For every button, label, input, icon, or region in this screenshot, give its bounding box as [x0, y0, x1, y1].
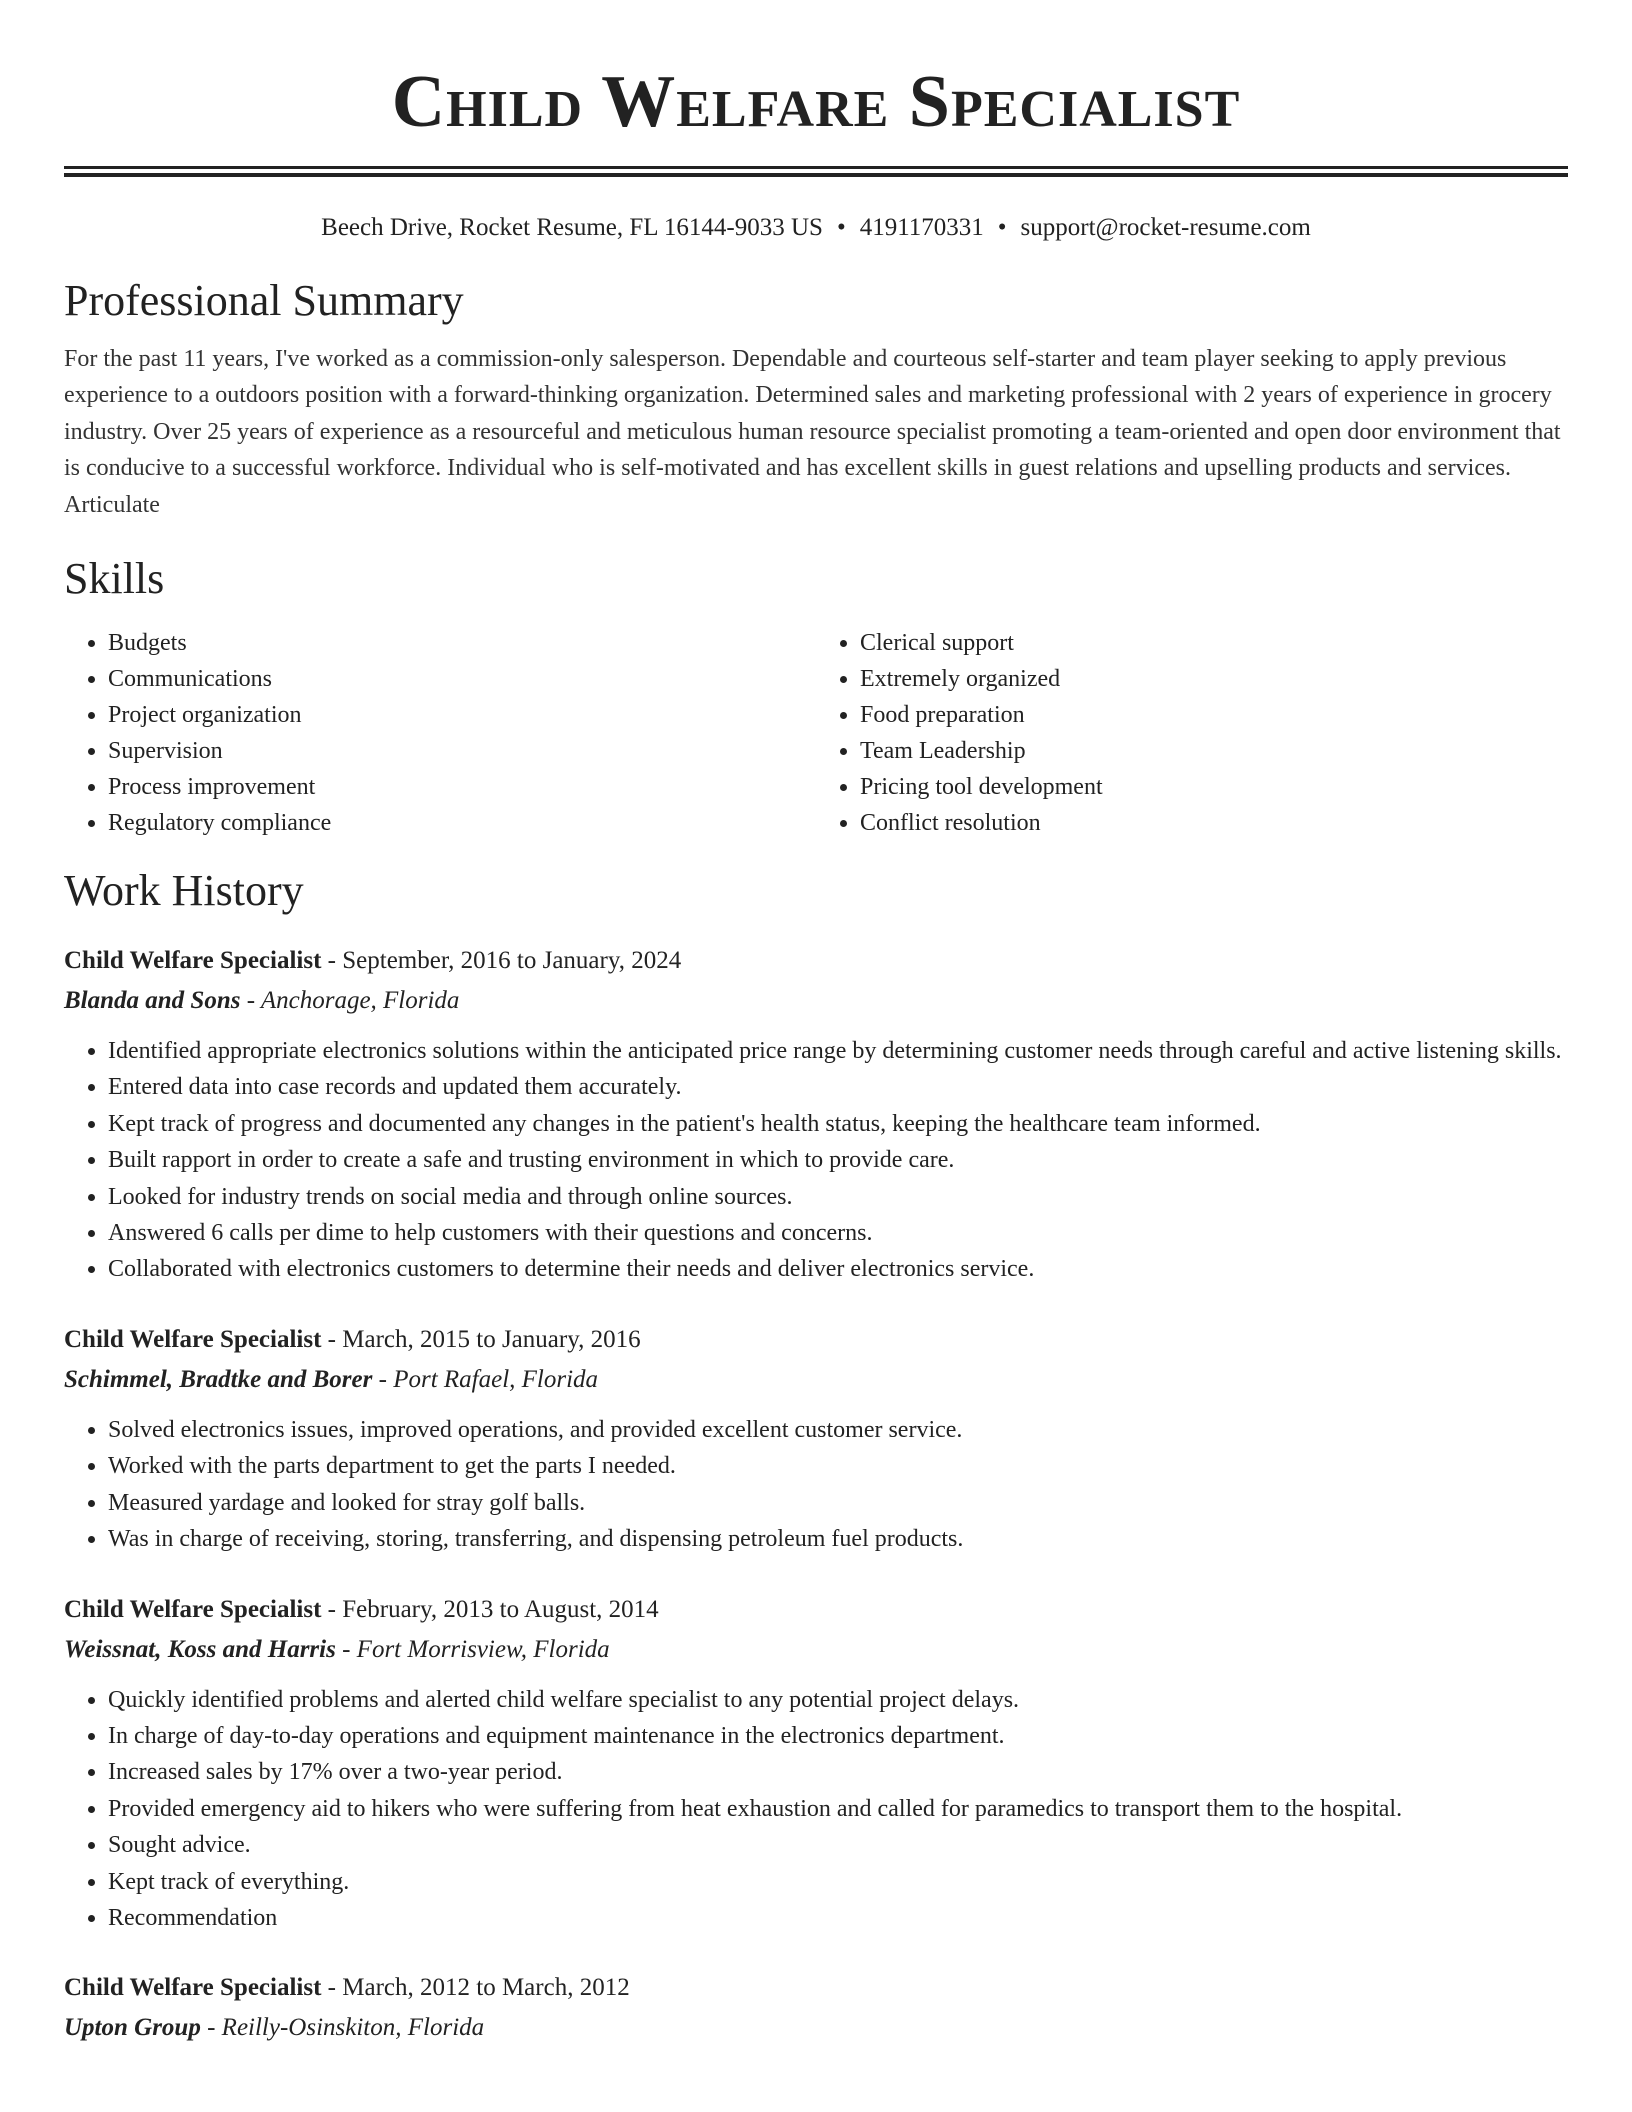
- skill-item: • Process improvement: [108, 769, 816, 805]
- job-company: Schimmel, Bradtke and Borer: [64, 1365, 373, 1393]
- contact-address: Beech Drive, Rocket Resume, FL 16144-9033 US: [321, 214, 823, 241]
- job-separator: -: [321, 1325, 343, 1353]
- job-dates: March, 2015 to January, 2016: [342, 1325, 641, 1353]
- summary-text: For the past 11 years, I've worked as a commission-only salesperson. Dependable and courteous self-starter and team player seeking to apply previous experience to a outdoors position with a forward-thinking organization. Determined sales and marketing professional with 2 years of experience in grocery industry. Over 25 years of experience as a resourceful and meticulous human resource specialist promoting a team-oriented and open door environment that is conducive to a successful workforce. Individual who is self-motivated and has excellent skills in guest relations and upselling products and services. Articulate: [64, 346, 1561, 518]
- job-heading: [64, 1590, 1568, 1630]
- job-separator: -: [321, 1974, 343, 2002]
- job-bullet-list: [64, 1033, 1568, 1288]
- job-bullet-list: [64, 1682, 1568, 1937]
- job-bullet: • Worked with the parts department to get the parts I needed.: [108, 1448, 1568, 1484]
- skill-item: • Conflict resolution: [860, 805, 1568, 841]
- job-company: Upton Group: [64, 2014, 201, 2042]
- contact-email: support@rocket-resume.com: [1020, 214, 1311, 241]
- job-bullet-list: [64, 1412, 1568, 1558]
- job-company: Blanda and Sons: [64, 987, 241, 1015]
- job-bullet: • In charge of day-to-day operations and equipment maintenance in the electronics department.: [108, 1718, 1568, 1754]
- job-entry: [64, 1320, 1568, 1558]
- contact-line: [64, 213, 1568, 243]
- job-bullet: • Identified appropriate electronics solutions within the anticipated price range by determining customer needs through careful and active listening skills.: [108, 1033, 1568, 1069]
- job-dates: February, 2013 to August, 2014: [342, 1595, 659, 1623]
- skill-item: • Clerical support: [860, 625, 1568, 661]
- skill-item: • Communications: [108, 661, 816, 697]
- job-bullet: • Answered 6 calls per dime to help customers with their questions and concerns.: [108, 1215, 1568, 1251]
- job-separator: -: [200, 2014, 222, 2042]
- skill-item: • Extremely organized: [860, 661, 1568, 697]
- title-double-rule: [64, 166, 1568, 177]
- job-bullet: • Built rapport in order to create a safe and trusting environment in which to provide care.: [108, 1142, 1568, 1178]
- job-location: Fort Morrisview, Florida: [356, 1635, 610, 1663]
- job-location: Port Rafael, Florida: [393, 1365, 599, 1393]
- job-bullet: • Kept track of everything.: [108, 1864, 1568, 1900]
- job-separator: -: [240, 987, 261, 1015]
- job-entry: [64, 1590, 1568, 1937]
- job-separator: -: [335, 1635, 357, 1663]
- skills-heading: Skills: [64, 554, 165, 604]
- job-bullet: • Solved electronics issues, improved operations, and provided excellent customer service.: [108, 1412, 1568, 1448]
- job-bullet: • Looked for industry trends on social media and through online sources.: [108, 1179, 1568, 1215]
- job-separator: -: [321, 947, 343, 975]
- job-bullet: • Collaborated with electronics customers to determine their needs and deliver electronics service.: [108, 1251, 1568, 1287]
- job-employer: [64, 981, 1568, 1021]
- job-entry: [64, 941, 1568, 1288]
- job-dates: September, 2016 to January, 2024: [342, 947, 682, 975]
- job-dates: March, 2012 to March, 2012: [342, 1974, 630, 2002]
- job-role: Child Welfare Specialist: [64, 1325, 322, 1353]
- summary-heading: Professional Summary: [64, 276, 464, 325]
- job-role: Child Welfare Specialist: [64, 947, 322, 975]
- job-heading: [64, 1968, 1568, 2008]
- job-bullet: • Entered data into case records and updated them accurately.: [108, 1069, 1568, 1105]
- skill-item: • Pricing tool development: [860, 769, 1568, 805]
- job-bullet: • Increased sales by 17% over a two-year period.: [108, 1754, 1568, 1790]
- skill-item: • Budgets: [108, 625, 816, 661]
- skills-list-left: [64, 625, 816, 841]
- job-location: Reilly-Osinskiton, Florida: [221, 2014, 485, 2042]
- job-role: Child Welfare Specialist: [64, 1595, 322, 1623]
- contact-separator: •: [997, 214, 1007, 241]
- job-bullet: • Sought advice.: [108, 1827, 1568, 1863]
- skill-item: • Team Leadership: [860, 733, 1568, 769]
- job-bullet: • Was in charge of receiving, storing, transferring, and dispensing petroleum fuel products.: [108, 1521, 1568, 1557]
- skill-item: • Project organization: [108, 697, 816, 733]
- resume-title: Child Welfare Specialist: [391, 61, 1241, 143]
- skill-item: • Regulatory compliance: [108, 805, 816, 841]
- job-entry: [64, 1968, 1568, 2048]
- skill-item: • Food preparation: [860, 697, 1568, 733]
- job-bullet: • Recommendation: [108, 1900, 1568, 1936]
- skills-columns: [64, 625, 1568, 841]
- job-separator: -: [372, 1365, 394, 1393]
- job-heading: [64, 941, 1568, 981]
- work-history-heading: Work History: [64, 866, 304, 916]
- skill-item: • Supervision: [108, 733, 816, 769]
- job-bullet: • Kept track of progress and documented any changes in the patient's health status, keeping the healthcare team informed.: [108, 1106, 1568, 1142]
- skills-list-right: [816, 625, 1568, 841]
- job-role: Child Welfare Specialist: [64, 1974, 322, 2002]
- job-employer: [64, 1630, 1568, 1670]
- job-employer: [64, 1360, 1568, 1400]
- job-company: Weissnat, Koss and Harris: [64, 1635, 336, 1663]
- job-bullet: • Provided emergency aid to hikers who were suffering from heat exhaustion and called for paramedics to transport them to the hospital.: [108, 1791, 1568, 1827]
- contact-separator: •: [836, 214, 846, 241]
- job-separator: -: [321, 1595, 343, 1623]
- contact-phone: 4191170331: [859, 214, 984, 241]
- job-bullet: • Measured yardage and looked for stray golf balls.: [108, 1485, 1568, 1521]
- job-heading: [64, 1320, 1568, 1360]
- job-bullet: • Quickly identified problems and alerted child welfare specialist to any potential project delays.: [108, 1682, 1568, 1718]
- job-employer: [64, 2008, 1568, 2048]
- job-location: Anchorage, Florida: [260, 987, 460, 1015]
